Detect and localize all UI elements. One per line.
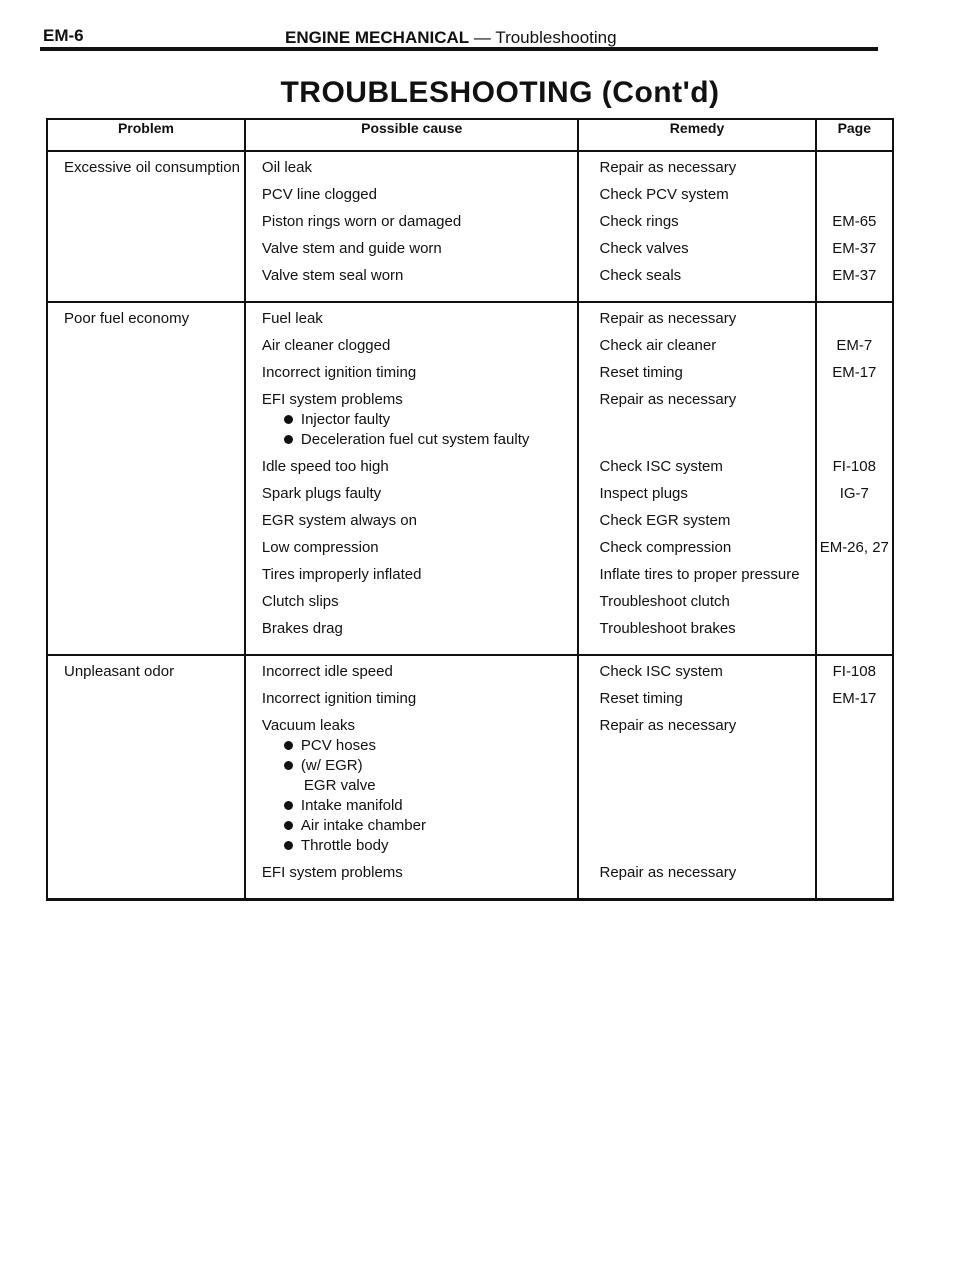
table-row — [47, 655, 893, 900]
remedy-item: Reset timing — [599, 364, 683, 381]
page-ref: EM-7 — [836, 337, 873, 354]
remedy-item: Check EGR system — [599, 512, 731, 529]
cause-subitem — [246, 776, 578, 796]
page-code: EM-6 — [43, 26, 84, 45]
header-section: ENGINE MECHANICAL — [285, 28, 470, 47]
remedy-item: Troubleshoot brakes — [599, 620, 736, 637]
header-subsection: Troubleshooting — [495, 28, 617, 47]
problem-cell — [47, 302, 245, 655]
bullet-icon — [284, 801, 293, 810]
troubleshooting-table — [46, 118, 894, 901]
page-ref — [817, 185, 892, 212]
cause-subitem — [246, 836, 578, 856]
cause-item: Fuel leak — [261, 310, 323, 327]
bullet-icon — [284, 741, 293, 750]
bullet-icon — [284, 761, 293, 770]
column-header-problem: Problem — [47, 119, 245, 151]
remedy-item: Check valves — [599, 240, 689, 257]
cause-subitem-text: PCV hoses — [300, 737, 376, 754]
page-ref: FI-108 — [832, 458, 876, 475]
page-cell — [816, 151, 893, 302]
cause-subitem-text: Deceleration fuel cut system faulty — [300, 431, 530, 448]
remedy-item: Inspect plugs — [599, 485, 688, 502]
page-ref — [817, 158, 892, 185]
page-ref — [817, 716, 892, 863]
page-ref: EM-26, 27 — [819, 539, 889, 556]
page-ref: EM-65 — [832, 213, 877, 230]
remedy-item: Repair as necessary — [599, 717, 737, 734]
cause-subitem-text: Intake manifold — [300, 797, 403, 814]
cause-cell — [245, 151, 579, 302]
column-header-remedy: Remedy — [578, 119, 815, 151]
cause-subitem — [246, 816, 578, 836]
page-ref — [817, 565, 892, 592]
cause-subitem — [246, 410, 578, 430]
page-title: TROUBLESHOOTING (Cont'd) — [280, 76, 720, 109]
problem-cell — [47, 151, 245, 302]
cause-item: Idle speed too high — [261, 458, 389, 475]
cause-subitem — [246, 430, 578, 450]
table-row — [47, 151, 893, 302]
remedy-item: Check ISC system — [599, 458, 723, 475]
remedy-item: Check ISC system — [599, 663, 723, 680]
page-ref: FI-108 — [832, 663, 876, 680]
cause-subitem — [246, 796, 578, 816]
remedy-item: Repair as necessary — [599, 864, 737, 881]
cause-item: Brakes drag — [261, 620, 343, 637]
cause-subitem-text: Throttle body — [300, 837, 389, 854]
cause-subitem — [246, 756, 578, 776]
cause-item: PCV line clogged — [261, 186, 377, 203]
cause-item: Clutch slips — [261, 593, 339, 610]
problem-text: Unpleasant odor — [64, 663, 175, 680]
cause-item: Air cleaner clogged — [261, 337, 391, 354]
remedy-item: Reset timing — [599, 690, 683, 707]
page-cell — [816, 655, 893, 900]
page-cell — [816, 302, 893, 655]
cause-subitem — [246, 736, 578, 756]
bullet-icon — [284, 821, 293, 830]
cause-item: Incorrect idle speed — [261, 663, 393, 680]
remedy-item: Check PCV system — [599, 186, 729, 203]
bullet-icon — [284, 415, 293, 424]
problem-text: Excessive oil consumption — [64, 159, 240, 176]
remedy-item: Check air cleaner — [599, 337, 717, 354]
cause-item: Piston rings worn or damaged — [261, 213, 462, 230]
remedy-item: Inflate tires to proper pressure — [599, 566, 800, 583]
remedy-cell — [578, 151, 815, 302]
cause-cell — [245, 302, 579, 655]
page-ref — [817, 390, 892, 457]
table-row — [47, 302, 893, 655]
remedy-item: Repair as necessary — [599, 310, 737, 327]
remedy-cell — [578, 302, 815, 655]
page-ref: EM-17 — [832, 364, 877, 381]
cause-subitem-text: EGR valve — [303, 777, 376, 794]
remedy-item: Troubleshoot clutch — [599, 593, 730, 610]
page-ref: EM-17 — [832, 690, 877, 707]
column-header-page: Page — [816, 119, 893, 151]
cause-subitem-text: Air intake chamber — [300, 817, 426, 834]
cause-item: EGR system always on — [261, 512, 417, 529]
remedy-item: Check rings — [599, 213, 679, 230]
header-dash: — — [469, 28, 496, 47]
problem-cell — [47, 655, 245, 900]
page-ref — [817, 863, 892, 890]
page-ref: IG-7 — [839, 485, 869, 502]
remedy-item: Repair as necessary — [599, 391, 737, 408]
remedy-item: Repair as necessary — [599, 159, 737, 176]
table-header-row — [47, 119, 893, 151]
page-ref: EM-37 — [832, 267, 877, 284]
cause-item: Valve stem seal worn — [261, 267, 404, 284]
column-header-cause: Possible cause — [245, 119, 579, 151]
cause-item: Valve stem and guide worn — [261, 240, 442, 257]
remedy-cell — [578, 655, 815, 900]
cause-item: Tires improperly inflated — [261, 566, 422, 583]
cause-item: Incorrect ignition timing — [261, 690, 417, 707]
page-ref — [817, 309, 892, 336]
cause-subitem-text: Injector faulty — [300, 411, 391, 428]
problem-text: Poor fuel economy — [64, 310, 190, 327]
remedy-item: Check compression — [599, 539, 732, 556]
header-rule — [40, 47, 878, 51]
bullet-icon — [284, 435, 293, 444]
cause-item: Oil leak — [261, 159, 312, 176]
page-ref — [817, 511, 892, 538]
cause-item: EFI system problems — [261, 391, 403, 408]
page-ref: EM-37 — [832, 240, 877, 257]
remedy-item: Check seals — [599, 267, 682, 284]
cause-item: Vacuum leaks — [261, 717, 356, 734]
cause-item: EFI system problems — [261, 864, 403, 881]
bullet-icon — [284, 841, 293, 850]
page-ref — [817, 619, 892, 646]
header-title — [285, 28, 617, 48]
cause-cell — [245, 655, 579, 900]
cause-item: Spark plugs faulty — [261, 485, 382, 502]
page-ref — [817, 592, 892, 619]
cause-item: Incorrect ignition timing — [261, 364, 417, 381]
cause-subitem-text: (w/ EGR) — [300, 757, 363, 774]
cause-item: Low compression — [261, 539, 379, 556]
